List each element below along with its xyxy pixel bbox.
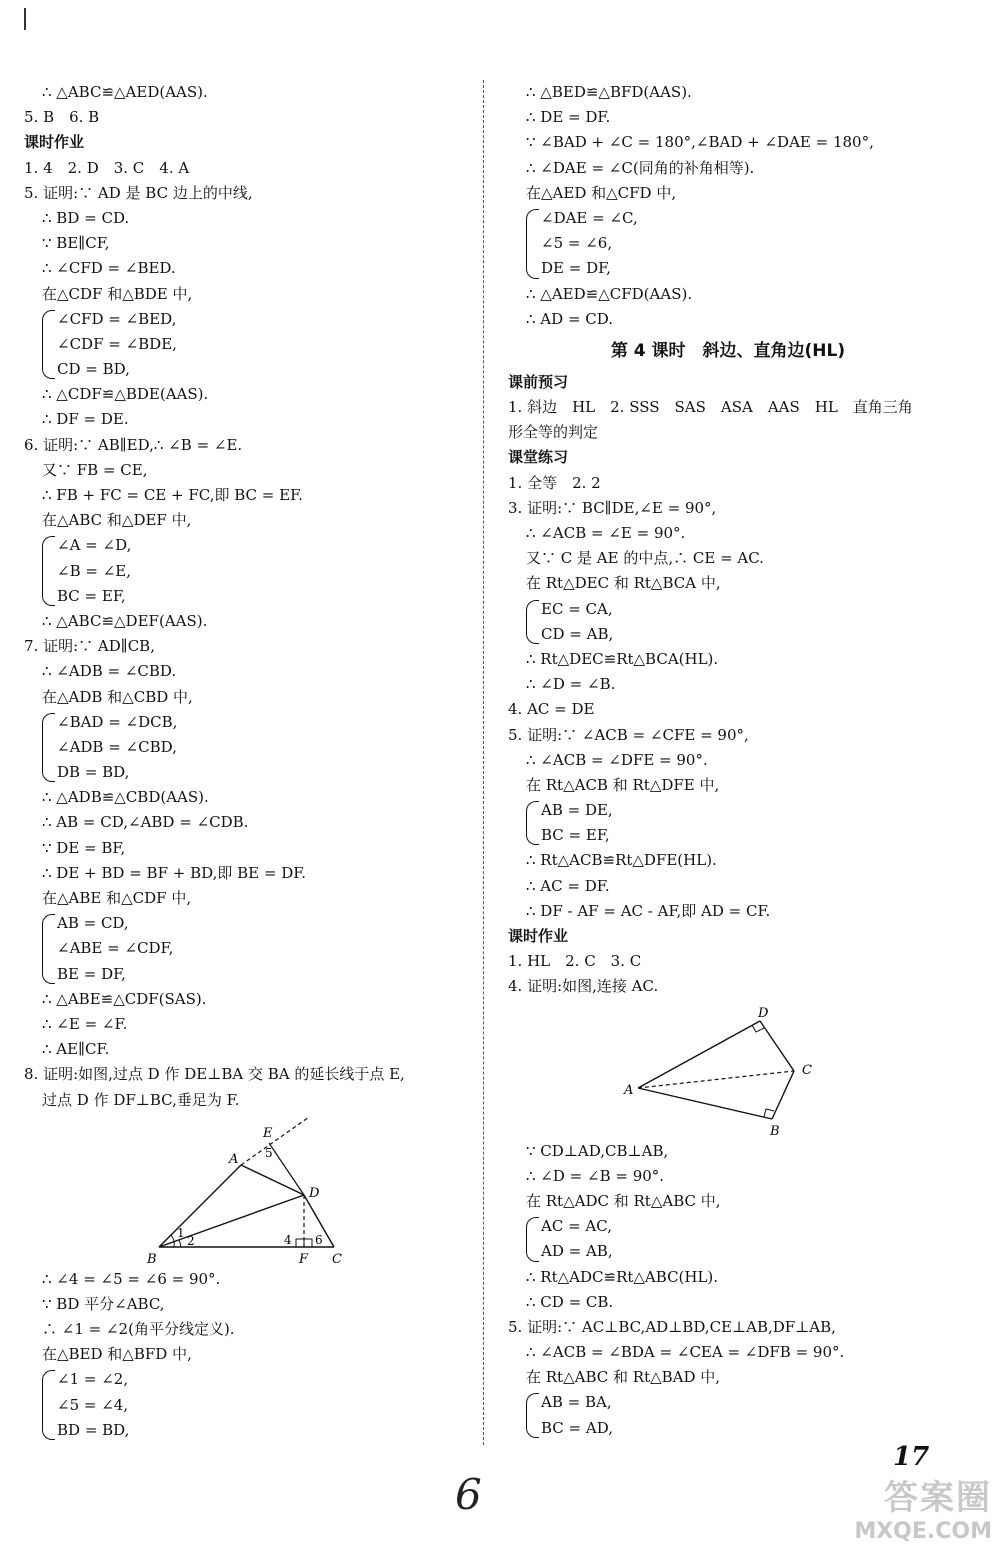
answer-line: 4. AC = DE <box>508 700 595 719</box>
brace-icon <box>42 536 55 606</box>
text-line: ∵ BD 平分∠ABC, <box>42 1294 165 1313</box>
text-line: 过点 D 作 DF⊥BC,垂足为 F. <box>42 1090 240 1109</box>
brace-icon <box>526 1393 539 1437</box>
text-line: ∵ ∠BAD + ∠C = 180°,∠BAD + ∠DAE = 180°, <box>526 133 874 152</box>
right-angle-mark <box>764 1109 774 1117</box>
label-D: D <box>758 1005 769 1021</box>
text-line: ∴ ∠1 = ∠2(角平分线定义). <box>42 1320 235 1339</box>
text-line: ∴ △ADB≌△CBD(AAS). <box>42 788 209 807</box>
text-line: AB = BA, <box>541 1393 612 1412</box>
label-C: C <box>802 1062 812 1078</box>
text-line: 7. 证明:∵ AD∥CB, <box>24 637 155 656</box>
segment-BA <box>159 1165 241 1247</box>
text-line: ∠ADB = ∠CBD, <box>57 737 177 756</box>
text-line: 又∵ FB = CE, <box>42 460 148 479</box>
text-line: ∴ ∠4 = ∠5 = ∠6 = 90°. <box>42 1269 221 1288</box>
left-column <box>24 80 464 1443</box>
text-line: EC = CA, <box>541 599 613 618</box>
text-line: AB = CD, <box>57 914 129 933</box>
text-line: 在△AED 和△CFD 中, <box>526 183 677 202</box>
label-D: D <box>309 1185 320 1201</box>
answer-line: 1. 斜边 HL 2. SSS SAS ASA AAS HL 直角三角 <box>508 398 913 417</box>
text-line: ∵ DE = BF, <box>42 838 126 857</box>
text-line: ∴ ∠ADB = ∠CBD. <box>42 662 177 681</box>
text-line: ∠B = ∠E, <box>57 561 131 580</box>
segment-DC <box>760 1021 794 1071</box>
label-2: 2 <box>187 1233 195 1248</box>
text-line: ∠A = ∠D, <box>57 536 132 555</box>
text-line: 6. 证明:∵ AB∥ED,∴ ∠B = ∠E. <box>24 435 243 454</box>
text-line: ∴ △ABE≌△CDF(SAS). <box>42 989 207 1008</box>
text-line: 8. 证明:如图,过点 D 作 DE⊥BA 交 BA 的延长线于点 E, <box>24 1065 405 1084</box>
watermark-logo <box>854 1470 992 1544</box>
text-line: AB = DE, <box>541 801 613 820</box>
text-line: ∴ ∠D = ∠B = 90°. <box>526 1166 665 1185</box>
brace-icon <box>42 914 55 984</box>
text-line: ∴ Rt△DEC≌Rt△BCA(HL). <box>526 649 719 668</box>
text-line: BC = EF, <box>57 586 126 605</box>
text-line: AD = AB, <box>541 1242 613 1261</box>
text-line: 在△ABE 和△CDF 中, <box>42 889 192 907</box>
segment-AD <box>638 1021 760 1088</box>
text-line: ∴ ∠E = ∠F. <box>42 1014 128 1033</box>
brace-group <box>24 1367 464 1443</box>
answer-line: 1. 全等 2. 2 <box>508 473 601 492</box>
text-line: ∴ DF - AF = AC - AF,即 AD = CF. <box>526 901 771 920</box>
text-line: ∠CFD = ∠BED, <box>57 309 177 328</box>
text-line: AC = AC, <box>541 1217 612 1236</box>
brace-group <box>508 1214 948 1264</box>
text-line: 5. 证明:∵ AD 是 BC 边上的中线, <box>24 183 253 202</box>
text-line: ∴ DE = DF. <box>526 108 611 127</box>
text-line: ∴ BD = CD. <box>42 208 130 227</box>
right-angle-mark <box>296 1239 304 1247</box>
text-line: 3. 证明:∵ BC∥DE,∠E = 90°, <box>508 498 717 517</box>
label-6: 6 <box>315 1232 323 1247</box>
text-line: 在△ADB 和△CBD 中, <box>42 687 193 706</box>
text-line: ∴ ∠ACB = ∠BDA = ∠CEA = ∠DFB = 90°. <box>526 1343 845 1362</box>
section-heading-class: 课堂练习 <box>508 448 569 467</box>
text-line: DE = DF, <box>541 259 611 278</box>
label-5: 5 <box>265 1145 273 1160</box>
geometry-figure-1 <box>129 1117 359 1267</box>
brace-icon <box>526 209 539 279</box>
angle-arc <box>179 1240 181 1247</box>
text-line: ∴ Rt△ADC≌Rt△ABC(HL). <box>526 1267 719 1286</box>
brace-icon <box>526 801 539 845</box>
text-line: ∴ AC = DF. <box>526 876 610 895</box>
text-line: ∠1 = ∠2, <box>57 1370 129 1389</box>
label-F: F <box>299 1251 309 1267</box>
text-line: BC = AD, <box>541 1418 613 1437</box>
text-line: ∴ △BED≌△BFD(AAS). <box>526 83 692 101</box>
brace-icon <box>42 713 55 783</box>
brace-group <box>24 710 464 786</box>
text-line: ∴ ∠ACB = ∠E = 90°. <box>526 524 686 542</box>
right-angle-mark <box>304 1239 312 1247</box>
brace-group <box>24 533 464 609</box>
segment-CB <box>772 1071 794 1119</box>
page-number: 17 <box>893 1442 930 1472</box>
text-line: ∴ AB = CD,∠ABD = ∠CDB. <box>42 813 249 832</box>
label-1: 1 <box>177 1225 185 1240</box>
text-line: ∴ ∠CFD = ∠BED. <box>42 259 176 278</box>
text-line: BD = BD, <box>57 1420 130 1439</box>
text-line: ∴ △CDF≌△BDE(AAS). <box>42 385 209 404</box>
margin-mark <box>24 8 26 30</box>
text-line: 在 Rt△ABC 和 Rt△BAD 中, <box>526 1368 721 1387</box>
segment-AB <box>638 1088 772 1119</box>
text-line: 又∵ C 是 AE 的中点,∴ CE = AC. <box>526 549 764 568</box>
label-A: A <box>624 1082 634 1098</box>
text-line: ∴ △AED≌△CFD(AAS). <box>526 284 693 303</box>
geometry-figure-2 <box>608 1004 848 1139</box>
text-line: ∠DAE = ∠C, <box>541 208 638 227</box>
text-line: BE = DF, <box>57 964 126 983</box>
text-line: CD = BD, <box>57 360 130 379</box>
text-line: 在△ABC 和△DEF 中, <box>42 511 192 530</box>
brace-icon <box>42 1370 55 1440</box>
text-line: ∠CDF = ∠BDE, <box>57 334 177 353</box>
brace-group <box>508 597 948 647</box>
right-angle-mark <box>752 1025 764 1032</box>
text-line: 在 Rt△DEC 和 Rt△BCA 中, <box>526 574 721 593</box>
brace-group <box>508 1390 948 1440</box>
label-4: 4 <box>284 1232 292 1247</box>
text-line: ∴ DF = DE. <box>42 410 129 429</box>
section-heading-homework: 课时作业 <box>24 133 85 152</box>
text-line: DB = BD, <box>57 763 130 782</box>
text-line: ∵ BE∥CF, <box>42 234 110 253</box>
column-divider <box>483 80 484 1445</box>
right-column <box>508 80 948 1441</box>
text-line: ∠5 = ∠6, <box>541 234 613 253</box>
label-B: B <box>147 1251 157 1267</box>
brace-icon <box>526 1217 539 1261</box>
watermark-url: MXQE.COM <box>854 1519 992 1544</box>
text-line: BC = EF, <box>541 826 610 845</box>
text-line: ∵ CD⊥AD,CB⊥AB, <box>526 1141 669 1160</box>
text-line: ∴ ∠D = ∠B. <box>526 675 616 694</box>
handwritten-mark: 6 <box>455 1470 482 1519</box>
text-line: ∴ FB + FC = CE + FC,即 BC = EF. <box>42 486 303 504</box>
text-line: ∴ ∠DAE = ∠C(同角的补角相等). <box>526 158 755 177</box>
text-line: ∠5 = ∠4, <box>57 1395 129 1414</box>
brace-group <box>508 798 948 848</box>
brace-icon <box>42 310 55 380</box>
text-line: ∴ △ABC≌△AED(AAS). <box>42 83 208 101</box>
segment-AC <box>638 1071 794 1088</box>
text-line: ∠ABE = ∠CDF, <box>57 939 174 958</box>
text-line: 在△CDF 和△BDE 中, <box>42 284 193 303</box>
brace-group <box>508 206 948 282</box>
text-line: 5. 证明:∵ ∠ACB = ∠CFE = 90°, <box>508 725 749 744</box>
extension-line <box>241 1117 309 1165</box>
text-line: ∴ △ABC≌△DEF(AAS). <box>42 611 208 630</box>
text-line: 在 Rt△ADC 和 Rt△ABC 中, <box>526 1191 721 1210</box>
label-C: C <box>332 1251 342 1267</box>
angle-arc <box>171 1235 174 1247</box>
label-B: B <box>770 1123 780 1139</box>
text-line: ∴ AD = CD. <box>526 309 614 328</box>
brace-group <box>24 911 464 987</box>
answer-line: 1. HL 2. C 3. C <box>508 952 642 971</box>
text-line: ∴ DE + BD = BF + BD,即 BE = DF. <box>42 863 307 882</box>
brace-group <box>24 307 464 383</box>
text-line: CD = AB, <box>541 624 614 643</box>
text-line: ∴ Rt△ACB≌Rt△DFE(HL). <box>526 851 717 870</box>
text-line: 4. 证明:如图,连接 AC. <box>508 977 659 996</box>
answer-line: 5. B 6. B <box>24 108 100 127</box>
label-A: A <box>229 1151 239 1167</box>
watermark-text: 答案圈 <box>884 1478 992 1518</box>
text-line: 在 Rt△ACB 和 Rt△DFE 中, <box>526 775 720 794</box>
answer-line: 1. 4 2. D 3. C 4. A <box>24 158 190 177</box>
section-heading-homework: 课时作业 <box>508 927 569 945</box>
answer-line: 形全等的判定 <box>508 423 599 442</box>
section-heading-preview: 课前预习 <box>508 372 569 391</box>
text-line: ∠BAD = ∠DCB, <box>57 712 178 731</box>
text-line: ∴ AE∥CF. <box>42 1040 110 1059</box>
text-line: ∴ ∠ACB = ∠DFE = 90°. <box>526 750 708 769</box>
text-line: 在△BED 和△BFD 中, <box>42 1345 192 1364</box>
lesson-title: 第 4 课时 斜边、直角边(HL) <box>610 340 846 361</box>
text-line: 5. 证明:∵ AC⊥BC,AD⊥BD,CE⊥AB,DF⊥AB, <box>508 1317 836 1336</box>
label-E: E <box>263 1125 273 1141</box>
text-line: ∴ CD = CB. <box>526 1292 614 1311</box>
brace-icon <box>526 600 539 644</box>
